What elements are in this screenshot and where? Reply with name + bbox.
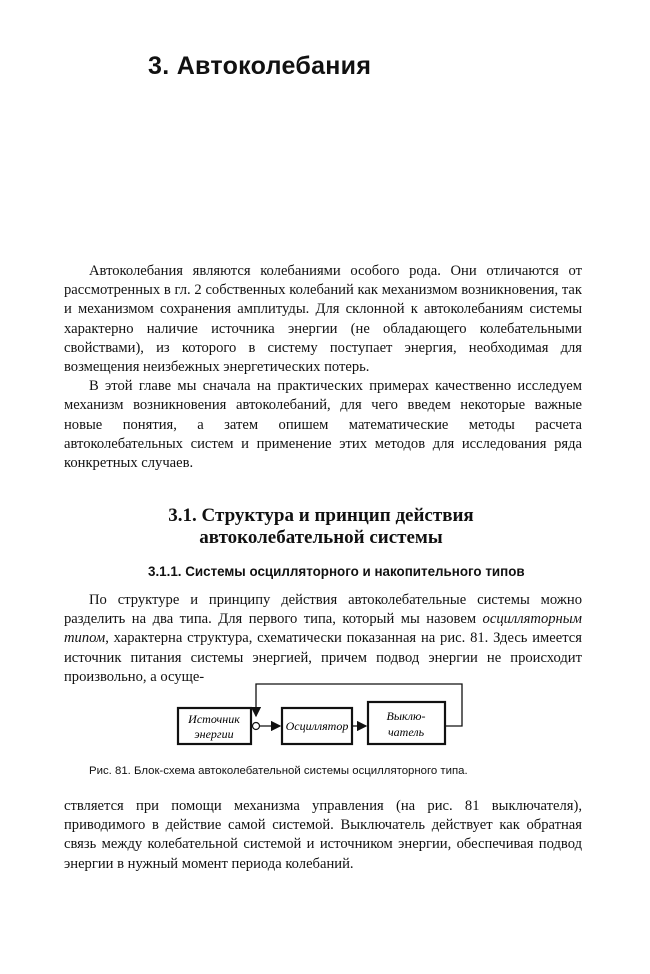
energy-source-label-2: энергии [194, 727, 234, 741]
section-paragraph-part-2: , характерна структура, схематически показанная на рис. 81. Здесь имеется источник питания системы энергией, причем подвод энергии не происходит произвольно, а осуще- [64, 630, 582, 685]
oscillator-type-term: осцилляторным типом [64, 611, 582, 647]
section-heading-line-2: автоколебательной системы [199, 527, 443, 548]
switch-label-1: Выклю- [386, 709, 426, 723]
block-diagram [170, 678, 470, 758]
chapter-title: 3. Автоколебания [148, 52, 372, 80]
section-body [64, 591, 582, 687]
continuation-text [64, 797, 582, 874]
switch-label-2: чатель [387, 725, 425, 739]
section-paragraph-part-1: По структуре и принципу действия автоколебательные системы можно разделить на два типа. Для первого типа, который мы назовем [64, 592, 582, 628]
figure-caption: Рис. 81. Блок-схема автоколебательной системы осцилляторного типа. [89, 765, 468, 777]
oscillator-label: Осциллятор [285, 719, 349, 733]
section-heading [148, 505, 494, 549]
section-paragraph [64, 591, 582, 687]
subsection-heading: 3.1.1. Системы осцилляторного и накопительного типов [148, 564, 525, 579]
intro-text [64, 262, 582, 473]
junction-node [253, 723, 260, 730]
section-heading-line-1: 3.1. Структура и принцип действия [168, 505, 474, 526]
intro-paragraph-1: Автоколебания являются колебаниями особого рода. Они отличаются от рассмотренных в гл. 2 собственных колебаний как механизмом возникновения, так и механизмом сохранения амплитуды. Для склонной к автоколебаниям системы характерно наличие источника энергии (не обладающего колебательными свойствами), из которого в систему поступает энергия, необходимая для возмещения неизбежных энергетических потерь. [64, 263, 582, 376]
energy-source-label-1: Источник [188, 712, 240, 726]
continuation-paragraph: ствляется при помощи механизма управления (на рис. 81 выключателя), приводимого в действие самой системой. Выключатель действует как обратная связь между колебательной системой и источником энергии, обеспечивая подвод энергии в нужный момент периода колебаний. [64, 798, 582, 872]
block-diagram-figure [170, 678, 470, 758]
intro-paragraph-2: В этой главе мы сначала на практических примерах качественно исследуем механизм возникновения автоколебаний, для чего введем некоторые важные новые понятия, а затем опишем математические методы расчета автоколебательных систем и применение этих методов для исследования ряда конкретных случаев. [64, 378, 582, 472]
